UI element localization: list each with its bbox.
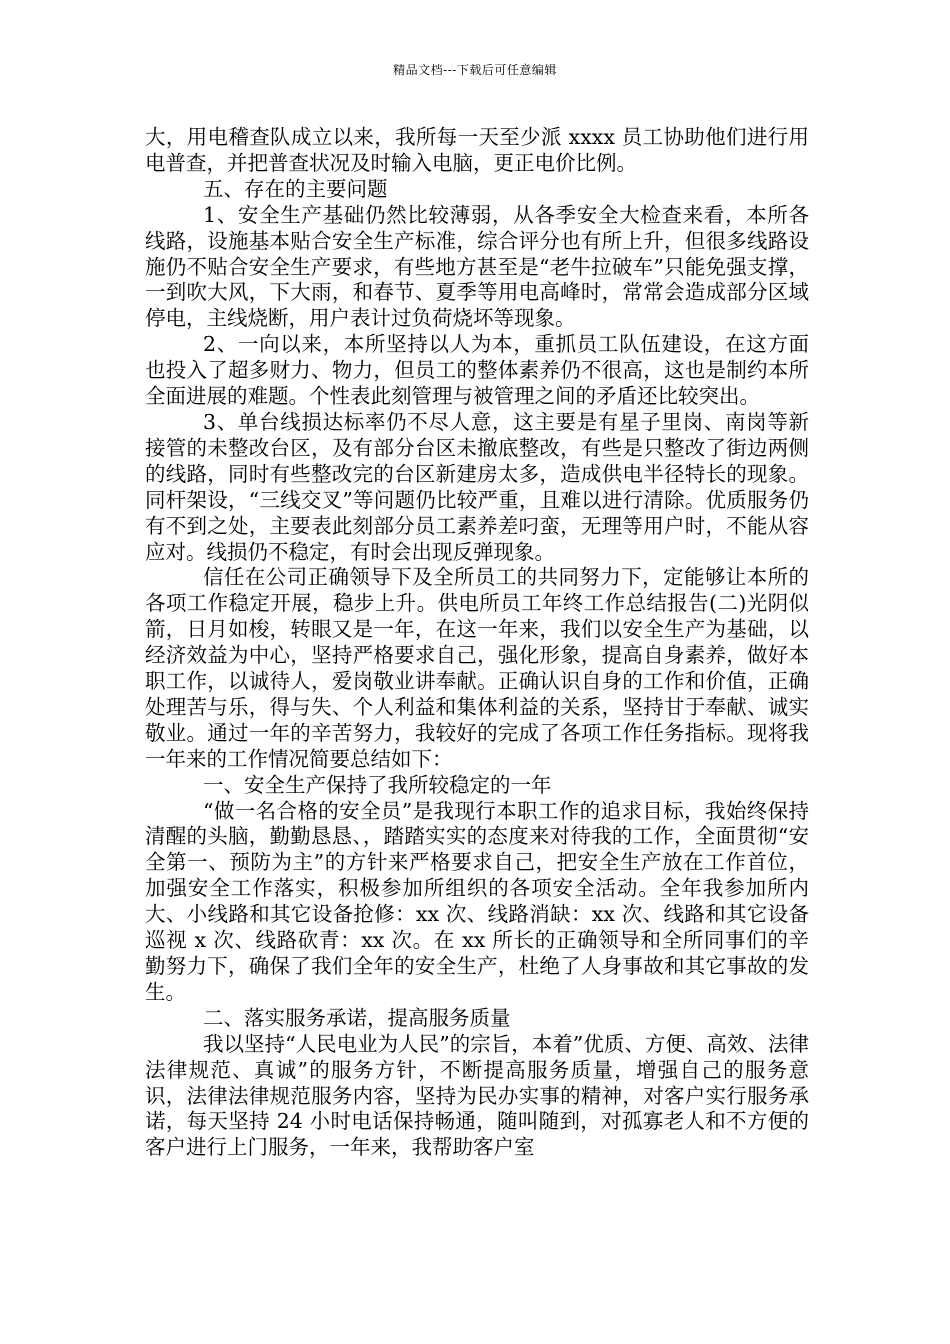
paragraph-issue-2: 2、一向以来，本所坚持以人为本，重抓员工队伍建设，在这方面也投入了超多财力、物力，但员工的整体素养仍不很高，这也是制约本所全面进展的难题。个性表此刻管理与被管理之间的矛盾还比较突出。 [145, 332, 809, 409]
document-body [145, 125, 809, 1161]
paragraph-safety: “做一名合格的安全员”是我现行本职工作的追求目标，我始终保持清醒的头脑，勤勤恳恳、，踏踏实实的态度来对待我的工作，全面贯彻“安全第一、预防为主”的方针来严格要求自己，把安全生产放在工作首位，加强安全工作落实，积极参加所组织的各项安全活动。全年我参加所内大、小线路和其它设备抢修：xx 次、线路消缺：xx 次、线路和其它设备巡视 x 次、线路砍青：xx 次。在 xx 所长的正确领导和全所同事们的辛勤努力下，确保了我们全年的安全生产，杜绝了人身事故和其它事故的发生。 [145, 798, 809, 1004]
paragraph-continuation: 大，用电稽查队成立以来，我所每一天至少派 xxxx 员工协助他们进行用电普查，并把普查状况及时输入电脑，更正电价比例。 [145, 125, 809, 175]
paragraph-service: 我以坚持“人民电业为人民”的宗旨，本着”优质、方便、高效、法律法律规范、真诚”的服务方针，不断提高服务质量，增强自己的服务意识，法律法律规范服务内容，坚持为民办实事的精神，对客户实行服务承诺，每天坚持 24 小时电话保持畅通，随叫随到，对孤寡老人和不方便的客户进行上门服务，一年来，我帮助客户室 [145, 1031, 809, 1160]
paragraph-issue-1: 1、安全生产基础仍然比较薄弱，从各季安全大检查来看，本所各线路，设施基本贴合安全生产标准，综合评分也有所上升，但很多线路设施仍不贴合安全生产要求，有些地方甚至是“老牛拉破车”只能免强支撑，一到吹大风，下大雨，和春节、夏季等用电高峰时，常常会造成部分区域停电，主线烧断，用户表计过负荷烧坏等现象。 [145, 202, 809, 331]
section-heading-5: 五、存在的主要问题 [203, 176, 388, 201]
page-header: 精品文档---下载后可任意编辑 [393, 63, 557, 77]
paragraph-summary: 信任在公司正确领导下及全所员工的共同努力下，定能够让本所的各项工作稳定开展，稳步上升。供电所员工年终工作总结报告(二)光阴似箭，日月如梭，转眼又是一年，在这一年来，我们以安全生产为基础，以经济效益为中心，坚持严格要求自己，强化形象，提高自身素养，做好本职工作，以诚待人，爱岗敬业讲奉献。正确认识自身的工作和价值，正确处理苦与乐，得与失、个人利益和集体利益的关系，坚持甘于奉献、诚实敬业。通过一年的辛苦努力，我较好的完成了各项工作任务指标。现将我一年来的工作情况简要总结如下： [145, 565, 809, 771]
section-heading-1: 一、安全生产保持了我所较稳定的一年 [203, 772, 552, 797]
section-heading-2: 二、落实服务承诺，提高服务质量 [203, 1005, 511, 1030]
paragraph-issue-3: 3、单台线损达标率仍不尽人意，这主要是有星子里岗、南岗等新接管的未整改台区，及有部分台区未撤底整改，有些是只整改了街边两侧的线路，同时有些整改完的台区新建房太多，造成供电半径特长的现象。同杆架设，“三线交叉”等问题仍比较严重，且难以进行清除。优质服务仍有不到之处，主要表此刻部分员工素养差叼蛮，无理等用户时，不能从容应对。线损仍不稳定，有时会出现反弹现象。 [145, 409, 809, 564]
